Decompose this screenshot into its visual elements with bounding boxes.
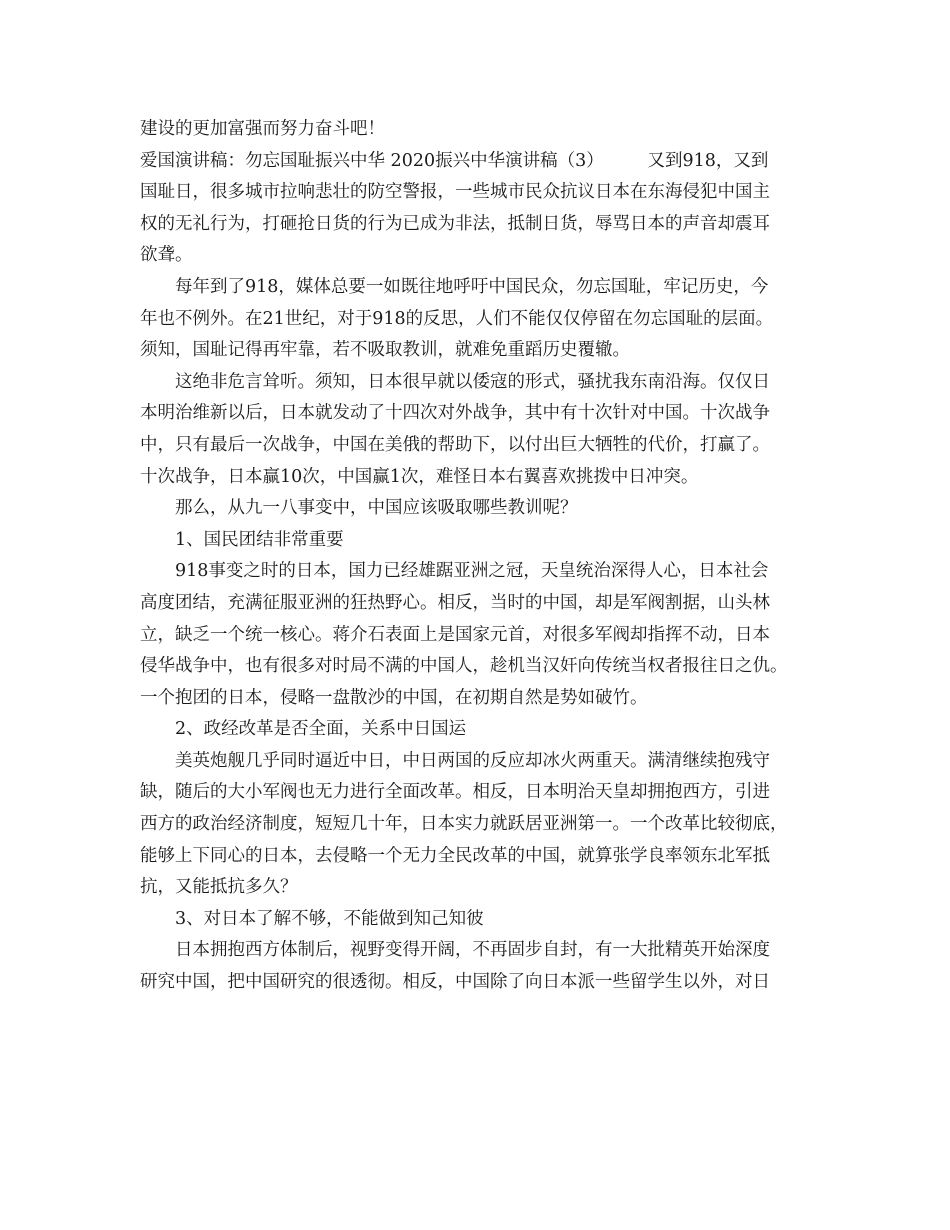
text-line: 抗，又能抵抗多久？ xyxy=(140,877,298,898)
text-line: 建设的更加富强而努力奋斗吧！ xyxy=(140,119,385,139)
text-line: 2、政经改革是否全面，关系中日国运 xyxy=(175,719,467,740)
text-line: 能够上下同心的日本，去侵略一个无力全民改革的中国，就算张学良率领东北军抵 xyxy=(140,845,770,866)
text-line: 国耻日，很多城市拉响悲壮的防空警报，一些城市民众抗议日本在东海侵犯中国主 xyxy=(140,182,770,203)
text-line: 须知，国耻记得再牢靠，若不吸取教训，就难免重蹈历史覆辙。 xyxy=(140,340,630,361)
text-line: 年也不例外。在21世纪，对于918的反思，人们不能仅仅停留在勿忘国耻的层面。 xyxy=(140,308,774,329)
text-line: 欲聋。 xyxy=(140,245,193,266)
text-line: 1、国民团结非常重要 xyxy=(175,529,344,550)
text-line: 权的无礼行为，打砸抢日货的行为已成为非法，抵制日货，辱骂日本的声音却震耳 xyxy=(140,213,770,234)
text-line: 高度团结，充满征服亚洲的狂热野心。相反，当时的中国，却是军阀割据，山头林 xyxy=(140,592,770,613)
text-line: 缺，随后的大小军阀也无力进行全面改革。相反，日本明治天皇却拥抱西方，引进 xyxy=(140,782,770,803)
text-line: 一个抱团的日本，侵略一盘散沙的中国，在初期自然是势如破竹。 xyxy=(140,687,648,708)
text-line: 立，缺乏一个统一核心。蒋介石表面上是国家元首，对很多军阀却指挥不动，日本 xyxy=(140,624,770,645)
text-line: 每年到了918，媒体总要一如既往地呼吁中国民众，勿忘国耻，牢记历史，今 xyxy=(175,276,769,297)
text-line: 日本拥抱西方体制后，视野变得开阔，不再固步自封，有一大批精英开始深度 xyxy=(175,940,770,961)
text-line: 研究中国，把中国研究的很透彻。相反，中国除了向日本派一些留学生以外，对日 xyxy=(140,972,770,993)
text-line: 那么，从九一八事变中，中国应该吸取哪些教训呢？ xyxy=(175,498,578,519)
text-line: 中，只有最后一次战争，中国在美俄的帮助下，以付出巨大牺牲的代价，打赢了。 xyxy=(140,434,770,455)
text-line: 西方的政治经济制度，短短几十年，日本实力就跃居亚洲第一。一个改革比较彻底， xyxy=(140,814,788,835)
text-line: 美英炮舰几乎同时逼近中日，中日两国的反应却冰火两重天。满清继续抱残守 xyxy=(175,750,770,771)
text-line: 918事变之时的日本，国力已经雄踞亚洲之冠，天皇统治深得人心，日本社会 xyxy=(175,561,769,582)
document-body xyxy=(140,114,820,999)
text-line: 本明治维新以后，日本就发动了十四次对外战争，其中有十次针对中国。十次战争 xyxy=(140,403,770,424)
text-line: 这绝非危言耸听。须知，日本很早就以倭寇的形式，骚扰我东南沿海。仅仅日 xyxy=(175,371,770,392)
text-line: 3、对日本了解不够，不能做到知己知彼 xyxy=(175,908,484,929)
text-line: 十次战争，日本赢10次，中国赢1次，难怪日本右翼喜欢挑拨中日冲突。 xyxy=(140,466,699,487)
text-line: 爱国演讲稿：勿忘国耻振兴中华 2020振兴中华演讲稿（3） 又到918，又到 xyxy=(140,150,769,171)
text-line: 侵华战争中，也有很多对时局不满的中国人，趁机当汉奸向传统当权者报往日之仇。 xyxy=(140,656,788,677)
